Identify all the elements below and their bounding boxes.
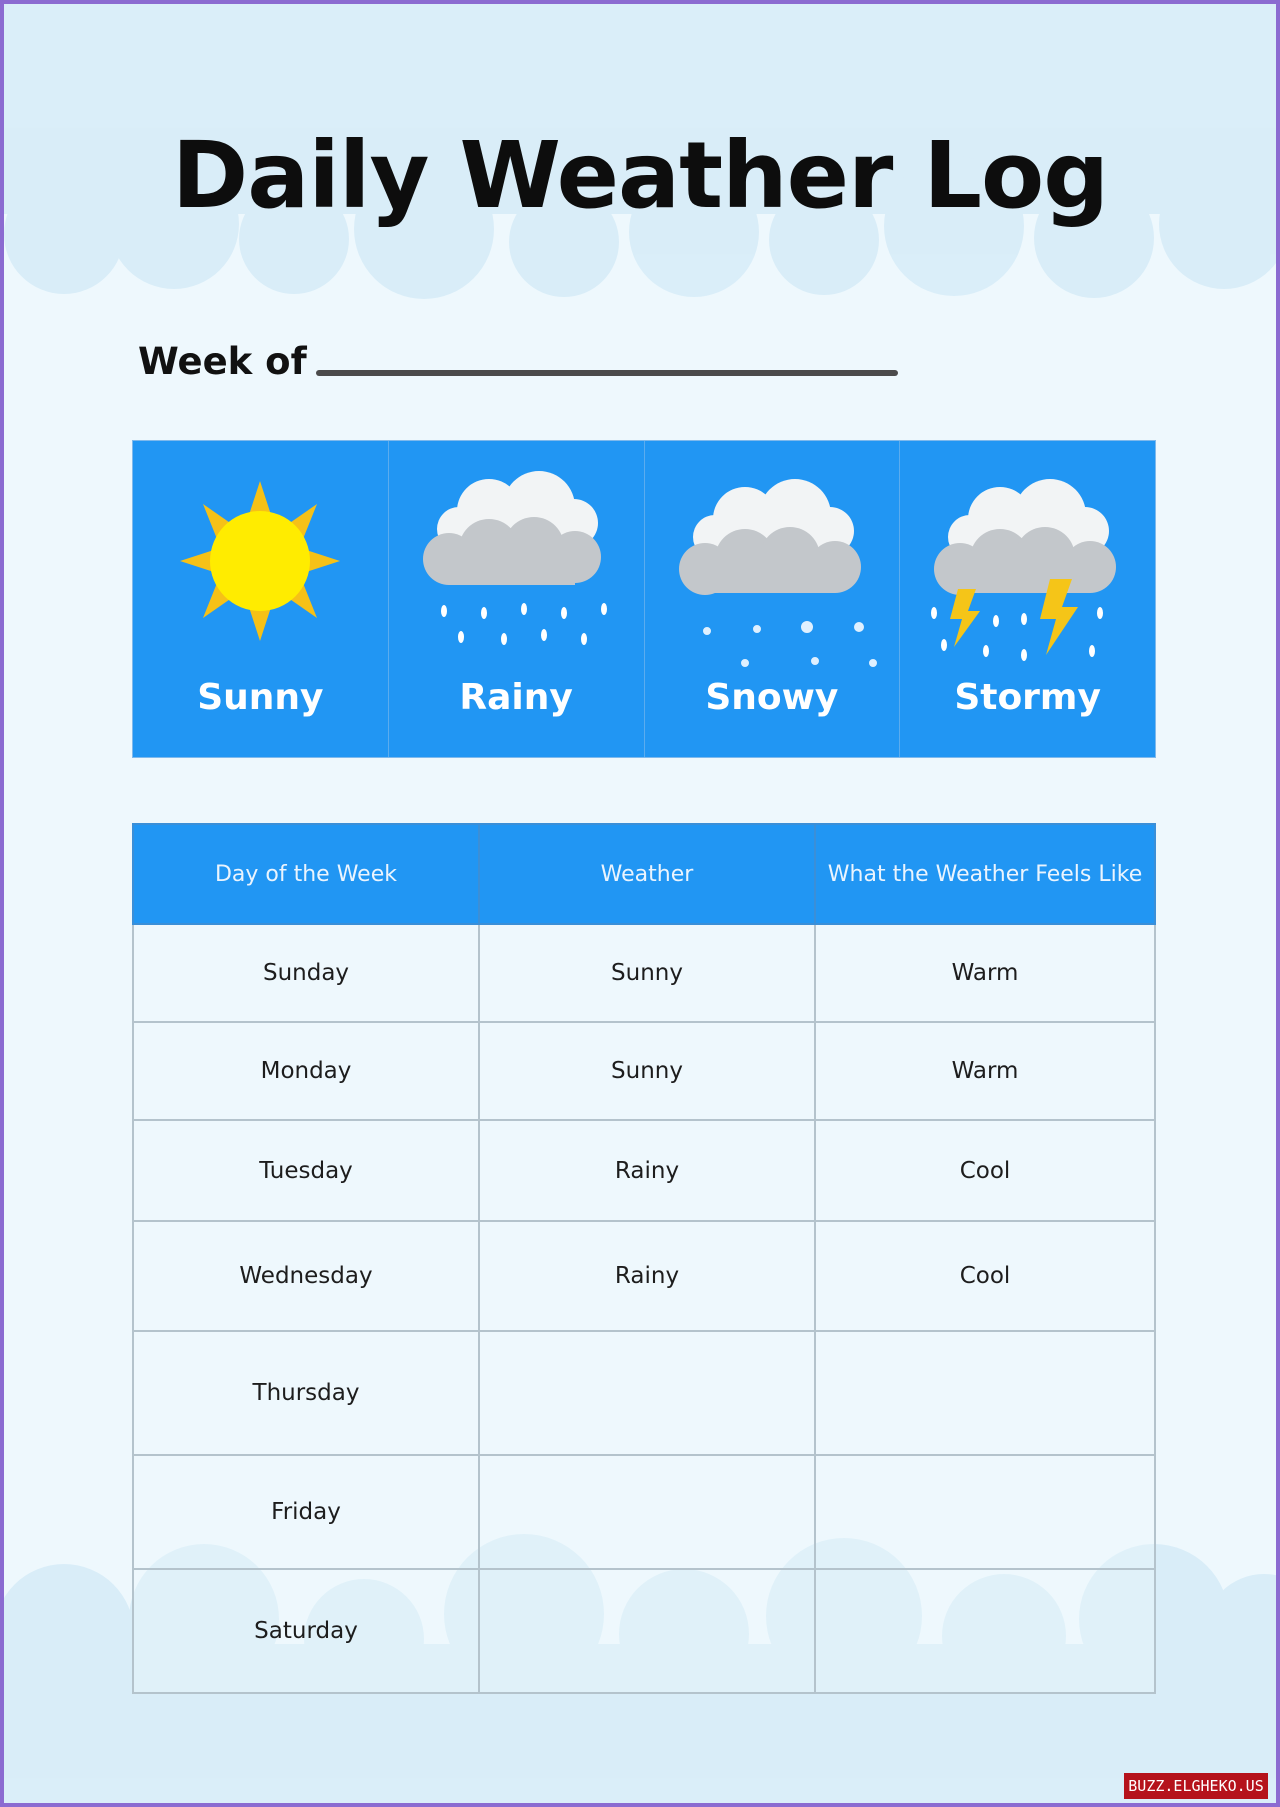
legend-label-rainy: Rainy [459,677,573,718]
weather-cell[interactable]: Sunny [479,924,815,1022]
day-cell: Monday [133,1022,479,1120]
day-cell: Wednesday [133,1221,479,1331]
weather-legend [132,440,1156,758]
header-weather: Weather [479,824,815,924]
legend-label-stormy: Stormy [954,677,1101,718]
table-row [133,1221,1155,1331]
table-row [133,1569,1155,1693]
feels-like-cell[interactable] [815,1455,1155,1569]
week-of-label: Week of [138,340,307,383]
table-row [133,1455,1155,1569]
header-day-of-week: Day of the Week [133,824,479,924]
day-cell: Saturday [133,1569,479,1693]
weather-log-table [132,823,1156,1694]
feels-like-cell[interactable]: Cool [815,1221,1155,1331]
weather-cell[interactable]: Rainy [479,1120,815,1221]
weather-cell[interactable]: Sunny [479,1022,815,1120]
weather-cell[interactable] [479,1455,815,1569]
table-row [133,924,1155,1022]
day-cell: Friday [133,1455,479,1569]
weather-cell[interactable] [479,1569,815,1693]
page-title: Daily Weather Log [171,122,1109,229]
day-cell: Thursday [133,1331,479,1455]
feels-like-cell[interactable]: Cool [815,1120,1155,1221]
legend-label-snowy: Snowy [705,677,839,718]
feels-like-cell[interactable] [815,1569,1155,1693]
table-row [133,1022,1155,1120]
feels-like-cell[interactable]: Warm [815,924,1155,1022]
legend-card-rainy [389,441,645,757]
header-feels-like: What the Weather Feels Like [815,824,1155,924]
table-row [133,1331,1155,1455]
legend-card-snowy [645,441,901,757]
watermark-label: BUZZ.ELGHEKO.US [1124,1773,1268,1799]
legend-card-sunny [133,441,389,757]
weather-cell[interactable]: Rainy [479,1221,815,1331]
feels-like-cell[interactable]: Warm [815,1022,1155,1120]
weather-cell[interactable] [479,1331,815,1455]
day-cell: Sunday [133,924,479,1022]
legend-label-sunny: Sunny [197,677,324,718]
week-of-blank-line[interactable] [316,370,898,376]
day-cell: Tuesday [133,1120,479,1221]
table-header-row [133,824,1155,924]
feels-like-cell[interactable] [815,1331,1155,1455]
table-row [133,1120,1155,1221]
legend-card-stormy [900,441,1155,757]
